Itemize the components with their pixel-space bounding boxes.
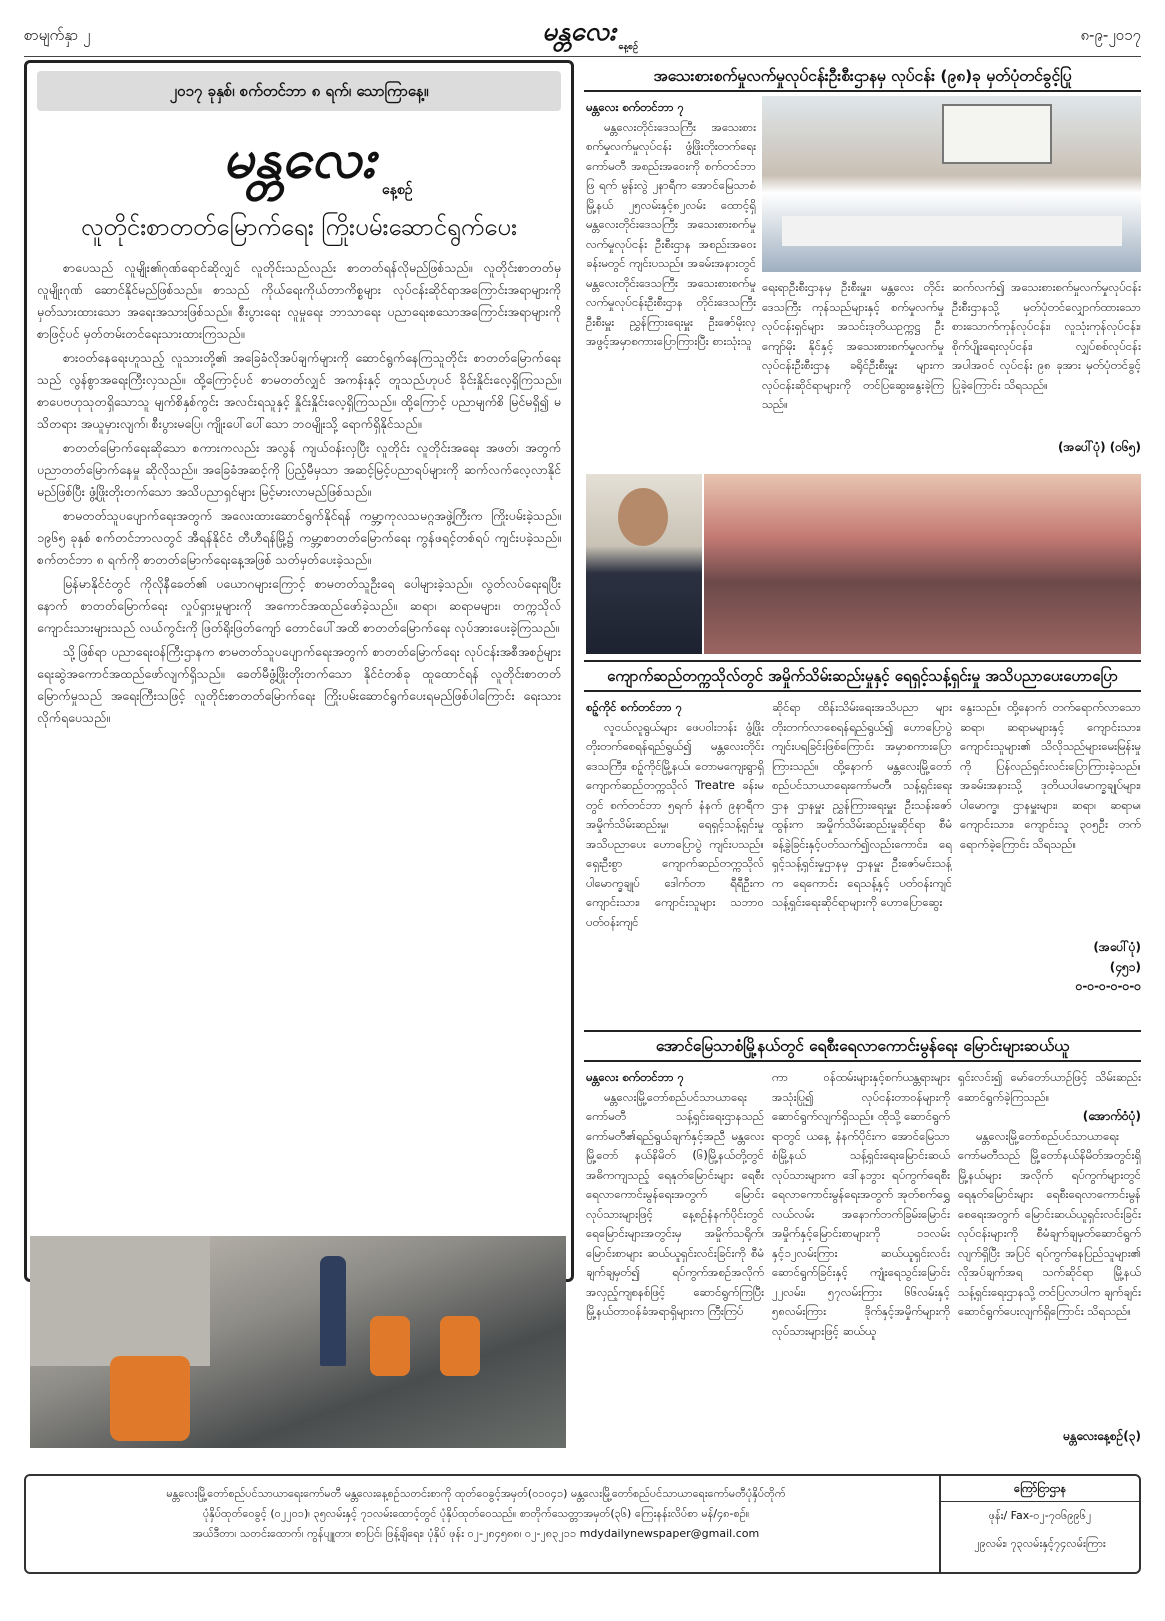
masthead-text: မန္တလေး	[542, 17, 616, 47]
article3-col2	[772, 1068, 950, 1460]
photo-worker-figure	[370, 1316, 410, 1376]
article3-text: မန္တလေးမြို့တော်စည်ပင်သာယာရေးကော်မတီသည် မြို့တော်နယ်နိမိတ်အတွင်းရှိ မြို့နယ်များ အလိုက် ရပ်ကွက်များတွင် ရေနုတ်မြောင်းများ ရေစီးရေလာကောင်းမွန်စေရေးအတွက် မြောင်းဆယ်ယူရှင်းလင်းခြင်းလုပ်ငန်းများကို စီမံချက်ချမှတ်ဆောင်ရွက်လျက်ရှိပြီး အပြင် ရပ်ကွက်နေပြည်သူများ၏ လိုအပ်ချက်အရ သက်ဆိုင်ရာ မြို့နယ်သန့်ရှင်းရေးဌာနသို့ တင်ပြလာပါက ချက်ချင်းဆောင်ရွက်ပေးလျက်ရှိကြောင်း သိရသည်။	[958, 1128, 1141, 1318]
photo-table	[782, 216, 1122, 246]
audience-photo	[704, 474, 1141, 654]
article2-code: (၄၅၁)	[1109, 959, 1141, 974]
article1-text: ရေးရာဦးစီးဌာနမှ ဦးစီးမှူး၊ မန္တလေး တိုင်းဒေသကြီး ကုန်သည်များနှင့် စက်မှုလက်မှုလုပ်ငန်းရှင်များ အသင်းဒုတိယဥက္ကဋ္ဌ ဦးကျော်မိုး နိုင်နှင့် အသေးစားစက်မှုလက်မှုလုပ်ငန်းဦးစီးဌာန ခရိုင်ဦးစီးမှူး များက လုပ်ငန်းဆိုင်ရာများကို တင်ပြဆွေးနွေးခဲ့ကြသည်။	[762, 280, 944, 411]
article3-code: မန္တလေးနေ့စဉ်(၃)	[1063, 1428, 1141, 1443]
advertising-title: ကြော်ငြာဌာန	[941, 1476, 1139, 1502]
article2-col2	[772, 698, 952, 1018]
article3-text: ကာ ဝန်ထမ်းများနှင့်စက်ယန္တရားများအသုံးပြု၍ လုပ်ငန်းတာဝန်များကို ဆောင်ရွက်လျက်ရှိသည်။ ထိုသို့ ဆောင်ရွက်ရာတွင် ယနေ့ နံနက်ပိုင်းက အောင်မြေသာစံမြို့နယ် သန့်ရှင်းရေးမြောင်းဆယ်လုပ်သားများက ဒေါ်နဘွား ရပ်ကွက်ရေစီးရေလာကောင်းမွန်ရေးအတွက် အုတ်စက်ရွှေလယ်လမ်း အနောက်ဘက်ခြမ်းမြောင်းအမှိုက်နှင့်မြောင်းစာများကို ၁၁လမ်းနှင့်၁၂လမ်းကြား ဆယ်ယူရှင်းလင်းဆောင်ရွက်ခြင်းနှင့် ကျုံးရေသွင်းမြောင်း ၂၂လမ်း၊ ၅၇လမ်းကြား ၆၆လမ်းနှင့် ၅၈လမ်းကြား ဒိုက်နှင့်အမှိုက်များကို လုပ်သားများဖြင့် ဆယ်ယူ	[772, 1070, 950, 1338]
header-rule	[24, 56, 1141, 57]
article1-col1	[586, 98, 756, 380]
article3-col1	[586, 1068, 764, 1460]
editorial-paragraph: စာပေသည် လူမျိုး၏ဂုဏ်ရောင်ဆိုလျှင် လူတိုင်းသည်လည်း စာတတ်ရန်လိုမည်ဖြစ်သည်။ လူတိုင်းစာတတ်မှ လူမျိုးဂုဏ် ဆောင်နိုင်မည်ဖြစ်သည်။ စာသည် ကိုယ်ရေးကိုယ်တာကိစ္စများ လုပ်ငန်းဆိုင်ရာအကြောင်းအရာများကို မှတ်သားထားသော အရေးအသားဖြစ်သည်။ စီးပွားရေး လူမှုရေး ဘာသာရေး ပညာရေးစသောအကြောင်းအရာများကို စာဖြင့်ပင် မှတ်တမ်းတင်ရေးသားထားကြသည်။	[37, 260, 561, 341]
article3-credit: (အောက်ဝံပုံ)	[1082, 1109, 1141, 1123]
advertising-address: ၂၉လမ်း၊ ၇၃လမ်းနှင့်၇၄လမ်းကြား	[974, 1537, 1106, 1550]
imprint-line: အယ်ဒီတာ၊ သတင်းထောက်၊ ကွန်ပျူတာ၊ စာပြင်၊ ဖြန့်ချိရေး၊ ပုံနှိပ် ဖုန်း ၀၂-၂၈၄၅၈၈၊ ၀၂-၂၈၃၂၁၁ mdydailynewspaper@gmail.com	[192, 1527, 760, 1540]
photo-official-figure	[320, 1256, 346, 1366]
photo-wall	[30, 1236, 210, 1366]
editorial-paragraph: စာမတတ်သူပပျောက်ရေးအတွက် အလေးထားဆောင်ရွက်နိုင်ရန် ကမ္ဘာ့ကုလသမဂ္ဂအဖွဲ့ကြီးက ကြိုးပမ်းခဲ့သည်။ ၁၉၆၅ ခုနှစ် စက်တင်ဘာလတွင် အီရန်နိုင်ငံ တီဟီရန်မြို့၌ ကမ္ဘာ့စာတတ်မြောက်ရေး ကွန်ဖရင့်တစ်ရပ် ကျင်းပခဲ့သည်။ စက်တင်ဘာ ၈ ရက်ကို စာတတ်မြောက်ရေးနေ့အဖြစ် သတ်မှတ်ပေးခဲ့သည်။	[37, 508, 561, 567]
page-header	[24, 14, 1141, 56]
masthead-logo	[514, 14, 644, 54]
article3-text: မန္တလေးမြို့တော်စည်ပင်သာယာရေးကော်မတီ သန့်ရှင်းရေးဌာနသည် ကော်မတီ၏ရည်ရွယ်ချက်နှင့်အညီ မန္တလေးမြို့တော် နယ်နိမိတ် (၆)မြို့နယ်တို့တွင် အဓိကကျသည့် ရေနုတ်မြောင်းများ ရေစီးရေလာကောင်းမွန်ရေးအတွက် မြောင်းလုပ်သားများဖြင့် နေ့စဉ်နံနက်ပိုင်းတွင် ရေမြောင်းများအတွင်းမှ အမှိုက်သရိုက်၊ မြောင်းစာများ ဆယ်ယူရှင်းလင်းခြင်းကို စီမံချက်ချမှတ်၍ ရပ်ကွက်အစဉ်အလိုက် အလှည့်ကျစနစ်ဖြင့် ဆောင်ရွက်ကြပြီး မြို့နယ်တာဝန်ခံအရာရှိများက ကြီးကြပ်	[586, 1089, 764, 1318]
meeting-photo	[762, 96, 1141, 272]
imprint-line: မန္တလေးမြို့တော်စည်ပင်သာယာရေးကော်မတီ မန္တလေးနေ့စဉ်သတင်းစာကို ထုတ်ဝေခွင့်အမှတ်(၀၁၀၄၁) မန္တလေးမြို့တော်စည်ပင်သာယာရေးကော်မတီပုံနှိပ်တိုက်	[166, 1487, 786, 1500]
advertising-box	[939, 1476, 1139, 1572]
editorial-title: လူတိုင်းစာတတ်မြောက်ရေး ကြိုးပမ်းဆောင်ရွက်ပေး	[80, 213, 518, 241]
speaker-photo	[586, 474, 702, 654]
article1-credit: (အပေါ်ပုံ) (၀၆၅)	[1058, 440, 1141, 454]
editorial-logo	[37, 119, 561, 197]
article2-text: နွေးသည်။ ထို့နောက် တက်ရောက်လာသော ဆရာ၊ ဆရာမများနှင့် ကျောင်းသား၊ ကျောင်းသူများ၏ သိလိုသည်များမေးမြန်းမှုကို ပြန်လည်ရှင်းလင်းပြောကြားခဲ့သည်။ အခမ်းအနားသို့ ဒုတိယပါမောက္ခချုပ်များ၊ ပါမောက္ခ၊ ဌာနမှူးများ၊ ဆရာ၊ ဆရာမ၊ ကျောင်းသား၊ ကျောင်းသူ ၃၀၅ဦး တက်ရောက်ခဲ့ကြောင်း သိရသည်။	[960, 700, 1141, 851]
article1-byline: မန္တလေး စက်တင်ဘာ ၇	[586, 100, 685, 114]
article1-headline: အသေးစားစက်မှုလက်မှုလုပ်ငန်းဦးစီးဌာနမှ လုပ်ငန်း (၉၈)ခု မှတ်ပုံတင်ခွင့်ပြု	[584, 62, 1141, 92]
editorial-paragraph: သို့ဖြစ်ရာ ပညာရေးဝန်ကြီးဌာနက စာမတတ်သူပပျောက်ရေးအတွက် စာတတ်မြောက်ရေး လုပ်ငန်းအစီအစဉ်များ ရေးဆွဲအကောင်အထည်ဖော်လျက်ရှိသည်။ ခေတ်မီဖွံ့ဖြိုးတိုးတက်သော နိုင်ငံတစ်ခု ထူထောင်ရန် လူတိုင်းစာတတ်မြောက်မှုသည် အရေးကြီးသဖြင့် လူတိုင်းစာတတ်မြောက်ရေး ကြိုးပမ်းဆောင်ရွက်ပေးရမည်ဖြစ်ပါကြောင်း ရေးသားလိုက်ရပေသည်။	[37, 644, 561, 725]
article2-byline: စဉ့်ကိုင် စက်တင်ဘာ ၇	[586, 700, 683, 714]
article2-col1	[586, 698, 764, 1018]
article1-col2	[762, 278, 944, 456]
article2-col3	[960, 698, 1141, 997]
article2-text: ဆိုင်ရာ ထိန်းသိမ်းရေးအသိပညာ များ တိုးတက်လာစေရန်ရည်ရွယ်၍ ဟောပြောပွဲကျင်းပရခြင်းဖြစ်ကြောင်း အမှာစကားပြောကြားသည်။ ထို့နောက် မန္တလေးမြို့တော်စည်ပင်သာယာရေးကော်မတီ၊ သန့်ရှင်းရေးဌာန ဌာနမှူး ညွှန်ကြားရေးမှူး ဦးသန်းဇော်ထွန်းက အမှိုက်သိမ်းဆည်းမှုဆိုင်ရာ စီမံခန့်ခွဲခြင်းနှင့်ပတ်သက်၍လည်းကောင်း၊ ရေရှင့်သန့်ရှင်းမှုဌာနမှ ဌာနမှူး ဦးဇော်မင်းသန့်က ရေကောင်း ရေသန့်နှင့် ပတ်ဝန်းကျင်သန့်ရှင်းရေးဆိုင်ရာများကို ဟောပြောဆွေး	[772, 700, 952, 909]
advertising-phone: ဖုန်း/ Fax-၀၂-၇၀၆၉၉၆၂	[988, 1509, 1092, 1522]
editorial-box	[24, 60, 574, 1282]
article1-text: မန္တလေးတိုင်းဒေသကြီး အသေးစားစက်မှုလက်မှုလုပ်ငန်း ဖွံ့ဖြိုးတိုးတက်ရေးကော်မတီ အစည်းအဝေးကို စက်တင်ဘာ ဖြ ရက် မွန်းလွဲ ၂နာရီက အောင်မြေသာစံမြို့နယ် ၂၅လမ်းနှင့်၈၂လမ်း ထောင့်ရှိ မန္တလေးတိုင်းဒေသကြီး အသေးစားစက်မှုလက်မှုလုပ်ငန်း ဦးစီးဌာန အစည်းအဝေးခန်းမတွင် ကျင်းပသည်။ အခမ်းအနားတွင် မန္တလေးတိုင်းဒေသကြီး အသေးစားစက်မှုလက်မှုလုပ်ငန်းဦးစီးဌာန တိုင်းဒေသကြီးဦးစီးမှူး ညွှန်ကြားရေးမှူး ဦးဇော်မိုးလှ အဖွင့်အမှာစကားပြောကြားပြီး စားသုံးသူ	[586, 119, 756, 348]
masthead-sub: နေ့စဉ်	[618, 42, 638, 52]
article3-text: ရှင်းလင်း၍ မော်တော်ယာဉ်ဖြင့် သိမ်းဆည်းဆောင်ရွက်ခဲ့ကြသည်။	[958, 1070, 1141, 1104]
issue-date: ၈-၉-၂၀၁၇	[1080, 26, 1141, 44]
editorial-body	[37, 257, 561, 729]
photo-worker-figure	[440, 1316, 480, 1376]
article3-col3	[958, 1068, 1141, 1446]
editorial-date: ၂၀၁၇ ခုနှစ်၊ စက်တင်ဘာ ၈ ရက်၊ သောကြာနေ့။	[37, 71, 561, 111]
article2-end-mark: ၀-၀-၀-၀-၀-၀	[1075, 979, 1141, 993]
editorial-paragraph: စာတတ်မြောက်ရေးဆိုသော စကားကလည်း အလွန် ကျယ်ဝန်းလှပြီး လူတိုင်း လူတိုင်းအရေး အဖတ်၊ အတွက် ပညာတတ်မြောက်နေမှု ဆိုလိုသည်။ အခြေခံအဆင့်ကို ပြည့်မီမှသာ အဆင့်မြင့်ပညာရပ်များကို ဆက်လက်လေ့လာနိုင်မည်ဖြစ်ပြီး ဖွံ့ဖြိုးတိုးတက်သော အသိပညာရှင်များ မြင့်မားလာမည်ဖြစ်သည်။	[37, 440, 561, 499]
article2-text: လူငယ်လူရွယ်များ ဖေပဝါးဘန်း ဖွံ့ဖြိုးတိုးတက်စေရန်ရည်ရွယ်၍ မန္တလေးတိုင်းဒေသကြီး၊ စဉ့်ကိုင်မြို့နယ်၊ တောမကျေးရွာရှိ ကျောက်ဆည်တက္ကသိုလ် Treatre ခန်းမတွင် စက်တင်ဘာ ၅ရက် နံနက် ၉နာရီက အမှိုက်သိမ်းဆည်းမှု၊ ရေရှင့်သန့်ရှင်းမှု အသိပညာပေး ဟောပြောပွဲ ကျင်းပသည်။ ရှေးဦးစွာ ကျောက်ဆည်တက္ကသိုလ်ပါမောက္ခချုပ် ဒေါက်တာ ရီရီဦးက ကျောင်းသား၊ ကျောင်းသူများ သဘာဝပတ်ဝန်းကျင်	[586, 719, 764, 929]
photo-projection-screen	[942, 104, 1052, 164]
imprint-line: ပုံနှိပ်ထုတ်ဝေခွင့် (၀၂၂၀၁)၊ ၃၅လမ်းနှင့် ၇၁လမ်းထောင့်တွင် ပုံနှိပ်ထုတ်ဝေသည်။ စာတိုက်သေတ္တာအမှတ်(၃၆) ကြေးနန်းလိပ်စာ မန်/၄၈-စဉ်။	[202, 1507, 750, 1520]
article2-credit: (အပေါ်ပုံ)	[1093, 940, 1141, 954]
editorial-paragraph: မြန်မာနိုင်ငံတွင် ကိုလိုနီခေတ်၏ ပယောဂများကြောင့် စာမတတ်သူဦးရေ ပေါများခဲ့သည်။ လွတ်လပ်ရေးရပြီးနောက် စာတတ်မြောက်ရေး လှုပ်ရှားမှုများကို အကောင်အထည်ဖော်ခဲ့သည်။ ဆရာ၊ ဆရာမများ၊ တက္ကသိုလ်ကျောင်းသားများသည် လယ်ကွင်းကို ဖြတ်ရိုးဖြတ်ကျော် တောင်ပေါ်အထိ စာတတ်မြောက်ရေး လုပ်အားပေးခဲ့ကြသည်။	[37, 576, 561, 635]
article2-headline: ကျောက်ဆည်တက္ကသိုလ်တွင် အမှိုက်သိမ်းဆည်းမှုနှင့် ရေရှင့်သန့်ရှင်းမှု အသိပညာပေးဟောပြော	[584, 660, 1141, 692]
editorial-paragraph: စားဝတ်နေရေးဟူသည့် လူသားတို့၏ အခြေခံလိုအပ်ချက်များကို ဆောင်ရွက်နေကြသူတိုင်း စာတတ်မြောက်ရေးသည် လွန်စွာအရေးကြီးလှသည်။ ထို့ကြောင့်ပင် စာမတတ်လျှင် အကန်းနှင့် တူသည်ဟုပင် ခိုင်းနှိုင်းလေ့ရှိကြသည်။ စာပေဗဟုသုတရှိသောသူ မျက်စိနှစ်ကွင်း အလင်းရသူနှင့် နှိုင်းနှိုင်းလေ့ရှိကြသည်။ ထို့ကြောင့် ပညာမျက်စိ မြင်မရှိ၍ မသိတရား အယူမှားလျက်၊ စီးပွားမပြေ၊ ကျိုးပေါ်ပေါ်သော ဘဝမျိုးသို့ ရောက်ရှိနိုင်သည်။	[37, 350, 561, 431]
photo-speaker-head	[618, 488, 668, 546]
article3-byline: မန္တလေး စက်တင်ဘာ ၇	[586, 1070, 685, 1084]
editorial-logo-text: မန္တလေး	[222, 126, 376, 190]
article1-col3	[952, 278, 1141, 458]
article3-headline: အောင်မြေသာစံမြို့နယ်တွင် ရေစီးရေလာကောင်းမွန်ရေး မြောင်းများဆယ်ယူ	[584, 1030, 1141, 1062]
photo-worker-figure	[110, 1356, 190, 1441]
article1-text: ဆက်လက်၍ အသေးစားစက်မှုလက်မှုလုပ်ငန်းဦးစီးဌာနသို့ မှတ်ပုံတင်လျှောက်ထားသော စားသောက်ကုန်လုပ်ငန်း၊ လူသုံးကုန်လုပ်ငန်း၊ စိုက်ပျိုးရေးလုပ်ငန်း၊ လျှပ်စစ်လုပ်ငန်း အပါအဝင် လုပ်ငန်း ၉၈ ခုအား မှတ်ပုံတင်ခွင့်ပြုခဲ့ကြောင်း သိရသည်။	[952, 280, 1141, 392]
editorial-logo-sub: နေ့စဉ်	[382, 182, 413, 198]
page-number: စာမျက်နှာ ၂	[24, 26, 91, 44]
drain-cleaning-photo	[30, 1236, 566, 1448]
imprint-text	[36, 1484, 916, 1544]
imprint-box	[24, 1474, 1141, 1574]
